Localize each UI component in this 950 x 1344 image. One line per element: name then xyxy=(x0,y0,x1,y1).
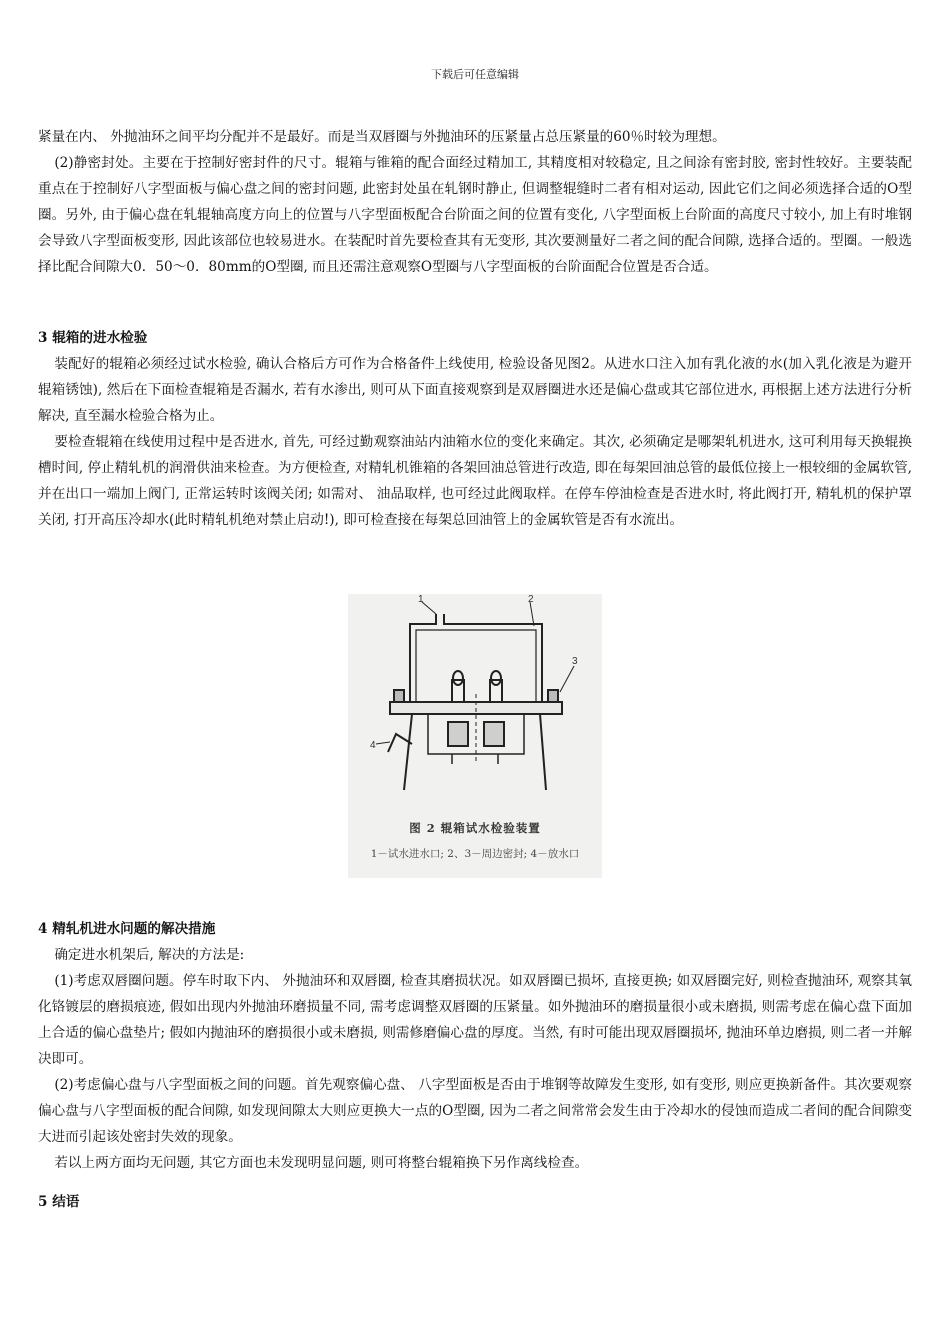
label-4: 4 xyxy=(370,740,376,751)
label-2: 2 xyxy=(528,594,534,605)
test-rig-diagram xyxy=(348,594,602,824)
label-3: 3 xyxy=(572,656,578,667)
paragraph-intro: 紧量在内、 外抛油环之间平均分配并不是最好。而是当双唇圈与外抛油环的压紧量占总压紧量的60％时较为理想。 xyxy=(38,129,726,145)
figure-caption: 图 2 辊箱试水检验装置 xyxy=(409,821,541,835)
cover-outline xyxy=(410,614,542,702)
intro-block xyxy=(38,124,912,280)
leg-right xyxy=(540,714,546,790)
section-3 xyxy=(38,325,912,533)
paragraph-static-seal: (2)静密封处。主要在于控制好密封件的尺寸。辊箱与锥箱的配合面经过精加工, 其精度相对较稳定, 且之间涂有密封胶, 密封性较好。主要装配重点在于控制好八字型面板与偏心盘之间的密封问题, 此密封处虽在轧钢时静止, 但调整辊缝时二者有相对运动, 因此它们之间必须选择合适的O型圈。另外, 由于偏心盘在轧辊轴高度方向上的位置与八字型面板配合台阶面之间的位置有变化, 八字型面板上台阶面的高度尺寸较小, 加上有时堆钢会导致八字型面板变形, 因此该部位也较易进水。在装配时首先要检查其有无变形, 其次要测量好二者之间的配合间隙, 选择合适的。型圈。一般选择比配合间隙大0．50～0．80mm的O型圈, 而且还需注意观察O型圈与八字型面板的台阶面配合位置是否合适。 xyxy=(38,155,912,275)
section-4-paragraph-1: 确定进水机架后, 解决的方法是: xyxy=(54,947,245,963)
section-4-paragraph-3: (2)考虑偏心盘与八字型面板之间的问题。首先观察偏心盘、 八字型面板是否由于堆钢等故障发生变形, 如有变形, 则应更换新备件。其次要观察偏心盘与八字型面板的配合间隙, 如发现间隙太大则应更换大一点的O型圈, 因为二者之间常常会发生由于冷却水的侵蚀而造成二者间的配合间隙变大进而引起该处密封失效的现象。 xyxy=(38,1077,912,1145)
figure-2 xyxy=(348,594,602,878)
section-4-paragraph-2: (1)考虑双唇圈问题。停车时取下内、 外抛油环和双唇圈, 检查其磨损状况。如双唇圈已损坏, 直接更换; 如双唇圈完好, 则检查抛油环, 观察其氧化铬镀层的磨损痕迹, 假如出现内外抛油环磨损量不同, 需考虑调整双唇圈的压紧量。如外抛油环的磨损量很小或未磨损, 则需考虑在偏心盘下面加上合适的偏心盘垫片; 假如内抛油环的磨损很小或未磨损, 则需修磨偏心盘的厚度。当然, 有时可能出现双唇圈损坏, 抛油环单边磨损, 则二者一并解决即可。 xyxy=(38,973,912,1067)
section-5-heading: 5 结语 xyxy=(38,1194,80,1210)
label-1: 1 xyxy=(418,594,424,605)
section-4-paragraph-4: 若以上两方面均无问题, 其它方面也未发现明显问题, 则可将整台辊箱换下另作离线检查。 xyxy=(54,1155,589,1171)
section-3-paragraph-1: 装配好的辊箱必须经过试水检验, 确认合格后方可作为合格备件上线使用, 检验设备见图2。从进水口注入加有乳化液的水(加入乳化液是为避开辊箱锈蚀), 然后在下面检查辊箱是否漏水, 若有水渗出, 则可从下面直接观察到是双唇圈进水还是偏心盘或其它部位进水, 再根据上述方法进行分析解决, 直至漏水检验合格为止。 xyxy=(38,356,912,424)
page-header: 下载后可任意编辑 xyxy=(431,68,519,81)
section-4 xyxy=(38,916,912,1176)
section-4-heading: 4 精轧机进水问题的解决措施 xyxy=(38,921,216,937)
figure-legend: 1－试水进水口; 2、3－周边密封; 4－放水口 xyxy=(370,848,580,860)
section-3-heading: 3 辊箱的进水检验 xyxy=(38,330,148,346)
section-3-paragraph-2: 要检查辊箱在线使用过程中是否进水, 首先, 可经过勤观察油站内油箱水位的变化来确定。其次, 必须确定是哪架轧机进水, 这可利用每天换辊换槽时间, 停止精轧机的润滑供油来检查。为方便检查, 对精轧机锥箱的各架回油总管进行改造, 即在每架回油总管的最低位接上一根较细的金属软管, 并在出口一端加上阀门, 正常运转时该阀关闭; 如需对、 油品取样, 也可经过此阀取样。在停车停油检查是否进水时, 将此阀打开, 精轧机的保护罩关闭, 打开高压冷却水(此时精轧机绝对禁止启动!), 即可检查接在每架总回油管上的金属软管是否有水流出。 xyxy=(38,434,912,528)
leg-left xyxy=(404,714,412,790)
